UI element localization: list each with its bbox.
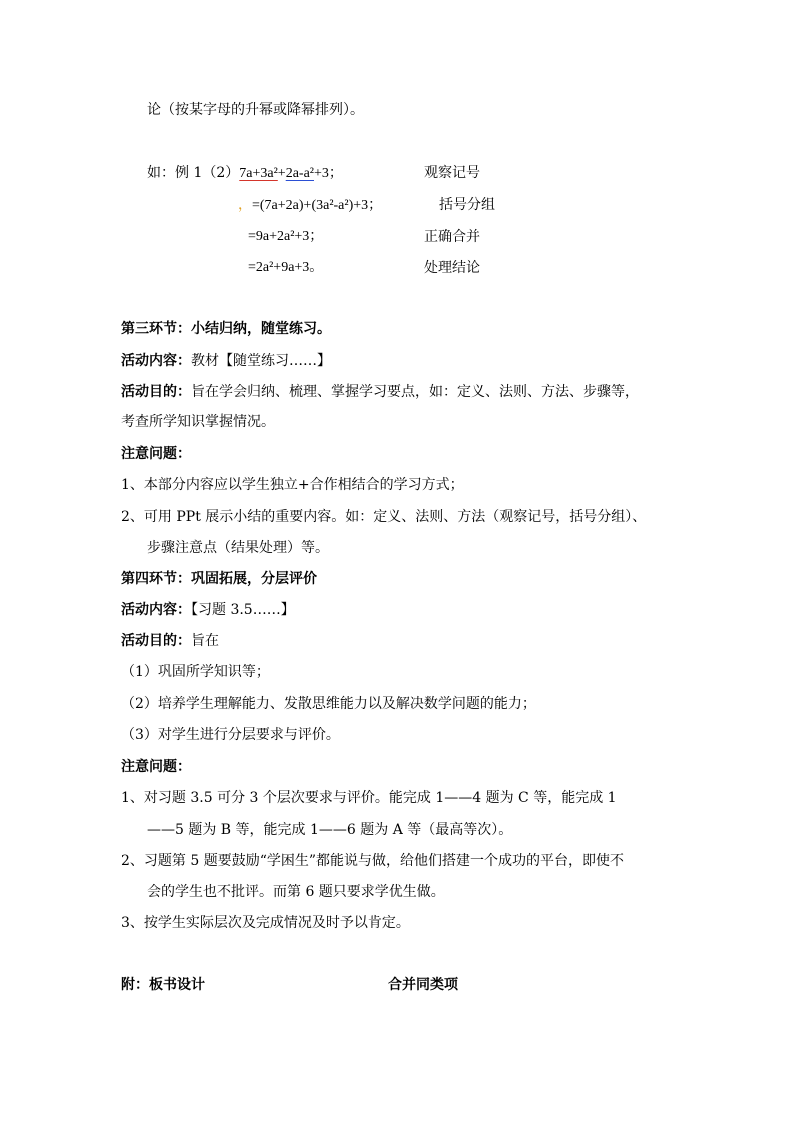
- section4-heading: 第四环节：巩固拓展，分层评价: [121, 571, 317, 587]
- step3: =9a+2a²+3；: [248, 229, 324, 244]
- revision-marker: ，: [238, 197, 252, 213]
- example-prefix: 如：例 1（2）: [147, 165, 240, 181]
- section3-goal-text-1: 旨在学会归纳、梳理、掌握学习要点，如：定义、法则、方法、步骤等，: [191, 384, 639, 400]
- section4-content: [121, 600, 295, 620]
- example-label-3: 正确合并: [424, 229, 480, 245]
- section4-goal: [121, 631, 219, 651]
- expr-end: +3；: [314, 166, 343, 181]
- section4-note-2-line-2: 会的学生也不批评。而第 6 题只要求学优生做。: [147, 884, 445, 900]
- example-label-4: 处理结论: [424, 260, 480, 276]
- example-line-2: [238, 195, 382, 216]
- section3-note-1: 1、本部分内容应以学生独立+合作相结合的学习方式；: [121, 477, 464, 493]
- section4-goal-text: 旨在: [191, 633, 219, 649]
- appendix-title: 合并同类项: [388, 977, 458, 993]
- example-label-2: 括号分组: [439, 197, 495, 213]
- section3-content-label: 活动内容：: [121, 353, 191, 369]
- step2: =(7a+2a)+(3a²-a²)+3；: [252, 198, 383, 213]
- section4-goal-label: 活动目的：: [121, 633, 191, 649]
- expr-part1: 7a+3a²: [239, 166, 278, 181]
- section4-note-3: 3、按学生实际层次及完成情况及时予以肯定。: [121, 915, 410, 931]
- section4-note-1-line-1: 1、对习题 3.5 可分 3 个层次要求与评价。能完成 1——4 题为 C 等，能完成 1: [121, 790, 617, 806]
- section4-goal-3: （3）对学生进行分层要求与评价。: [121, 727, 340, 743]
- section3-notes-label: 注意问题：: [121, 446, 191, 462]
- expr-part2: 2a-a²: [285, 166, 314, 181]
- section3-content: [121, 351, 331, 371]
- section4-content-text: 【习题 3.5……】: [191, 602, 295, 618]
- top-line: 论（按某字母的升幂或降幂排列）。: [147, 102, 364, 118]
- section4-goal-1: （1）巩固所学知识等；: [121, 664, 270, 680]
- section3-note-2-line-2: 步骤注意点（结果处理）等。: [147, 540, 329, 556]
- step4: =2a²+9a+3。: [248, 260, 324, 275]
- section3-content-text: 教材【随堂练习……】: [191, 353, 331, 369]
- section3-goal-text-2: 考查所学知识掌握情况。: [121, 414, 275, 430]
- appendix-label: 附：板书设计: [121, 977, 205, 993]
- section4-note-1-line-2: ——5 题为 B 等，能完成 1——6 题为 A 等（最高等次）。: [147, 822, 513, 838]
- section4-content-label: 活动内容：: [121, 602, 191, 618]
- example-label-1: 观察记号: [424, 165, 480, 181]
- expr-mid: +: [277, 166, 286, 181]
- example-line-1: [147, 163, 343, 184]
- section4-notes-label: 注意问题：: [121, 759, 191, 775]
- section3-heading: 第三环节：小结归纳，随堂练习。: [121, 321, 331, 337]
- section3-goal-label: 活动目的：: [121, 384, 191, 400]
- section4-note-2-line-1: 2、习题第 5 题要鼓励“学困生”都能说与做，给他们搭建一个成功的平台，即使不: [121, 853, 625, 869]
- section4-goal-2: （2）培养学生理解能力、发散思维能力以及解决数学问题的能力；: [121, 696, 536, 712]
- section3-note-2-line-1: 2、可用 PPt 展示小结的重要内容。如：定义、法则、方法（观察记号，括号分组）、: [121, 509, 647, 525]
- section3-goal: [121, 382, 639, 402]
